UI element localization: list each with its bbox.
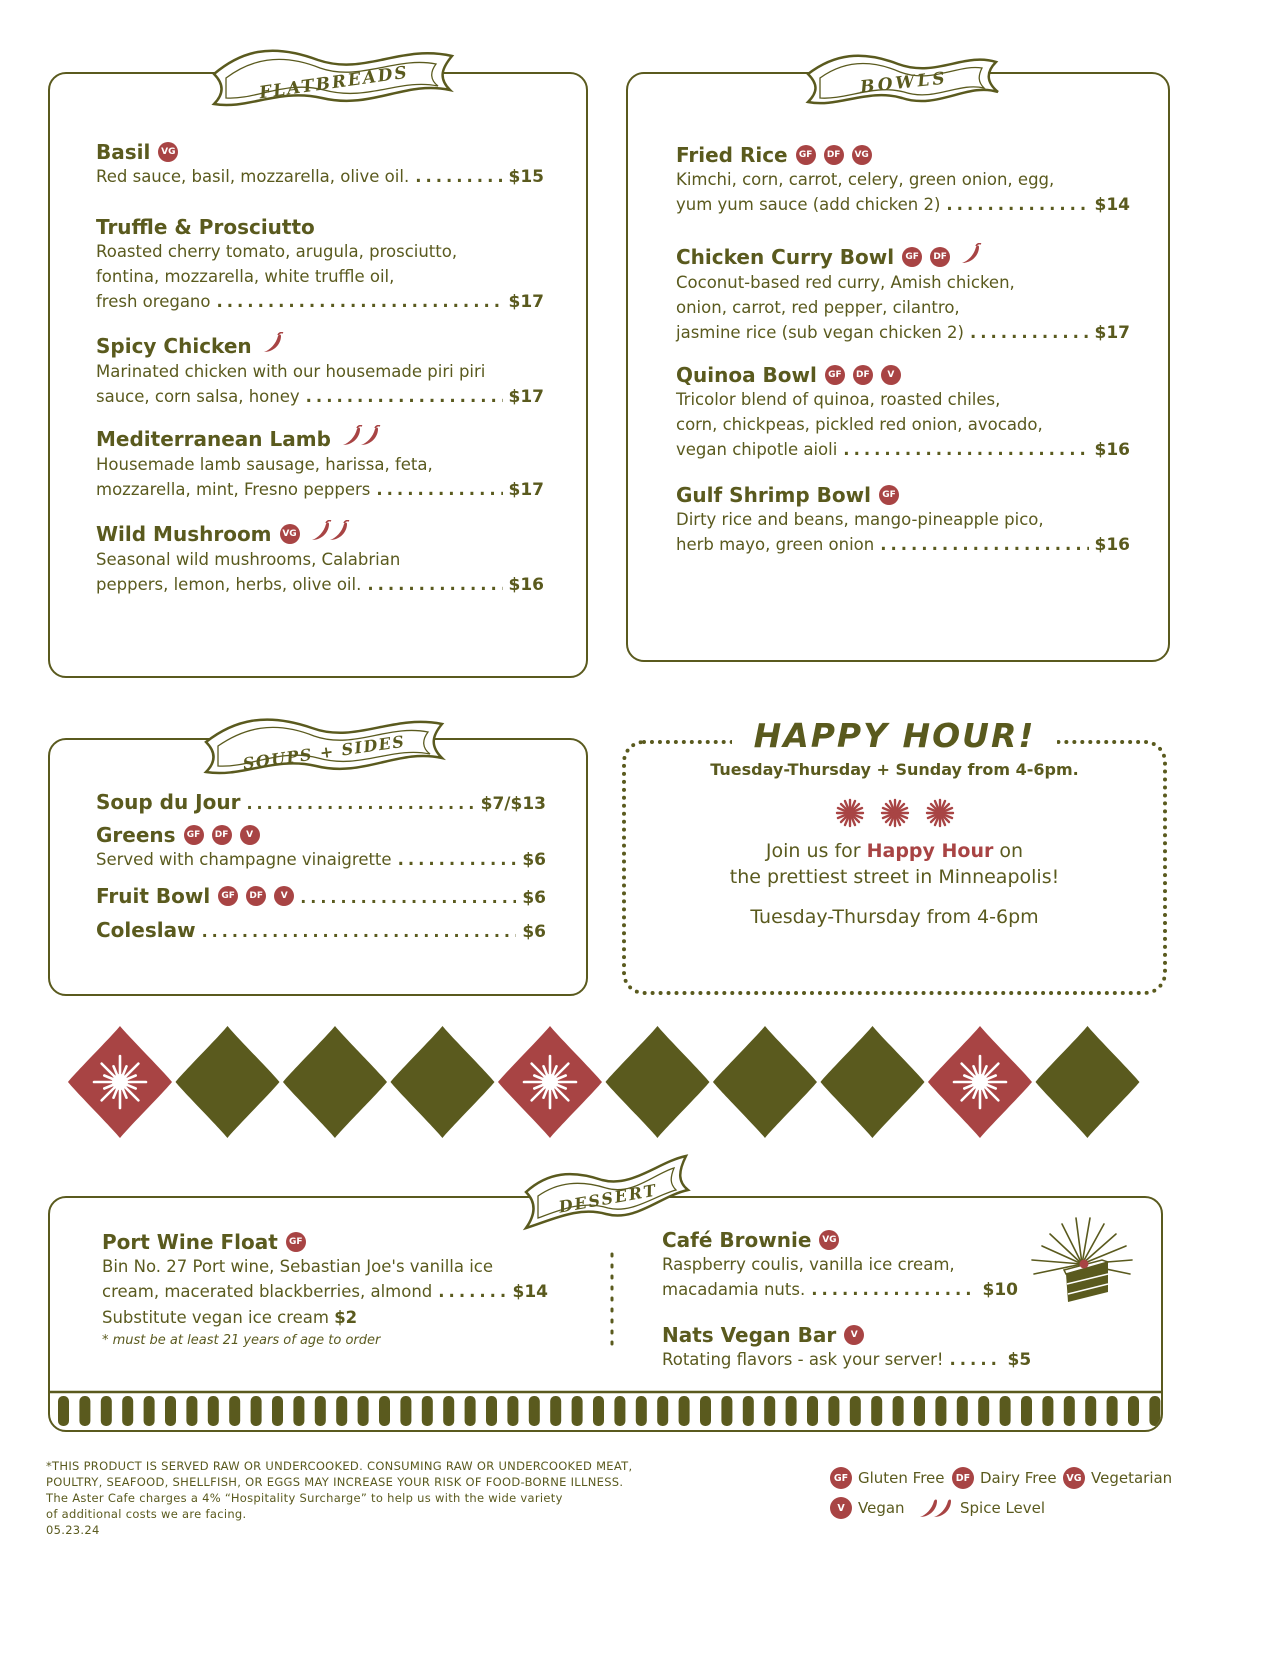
stripe-bar — [293, 1396, 304, 1426]
olive-diamond-tile — [176, 1026, 280, 1138]
item-price: $6 — [522, 922, 546, 942]
item-desc-line: Dirty rice and beans, mango-pineapple pico, — [676, 510, 1044, 529]
dairy-free-badge-icon: DF — [952, 1467, 974, 1489]
footnote-line: POULTRY, SEAFOOD, SHELLFISH, OR EGGS MAY INCREASE YOUR RISK OF FOOD-BORNE ILLNESS. — [46, 1475, 624, 1489]
item-desc-line: mozzarella, mint, Fresno peppers — [96, 480, 371, 499]
age-note: * must be at least 21 years of age to order — [102, 1333, 381, 1348]
menu-item — [96, 918, 546, 942]
leader-dots — [970, 320, 1089, 345]
item-desc-line: Seasonal wild mushrooms, Calabrian — [96, 550, 401, 569]
item-desc-line: Tricolor blend of quinoa, roasted chiles, — [676, 390, 1001, 409]
stripe-bar — [58, 1396, 69, 1426]
gluten-free-badge-icon: GF — [902, 247, 922, 267]
stripe-bar — [144, 1396, 155, 1426]
item-name — [676, 483, 1130, 507]
item-name-text: Quinoa Bowl — [676, 363, 817, 387]
item-price: $14 — [1094, 195, 1130, 215]
item-price: $17 — [508, 480, 544, 500]
leader-dots — [438, 1279, 506, 1304]
item-desc-line: yum yum sauce (add chicken 2) — [676, 195, 941, 214]
item-price: $7/$13 — [480, 794, 546, 814]
footnote-line: The Aster Cafe charges a 4% “Hospitality Surcharge” to help us with the wide variety — [46, 1491, 563, 1505]
stripe-bar — [165, 1396, 176, 1426]
stripe-bar — [572, 1396, 583, 1426]
happy-hour-hours: Tuesday-Thursday from 4-6pm — [750, 906, 1039, 928]
happy-hour-line2: the prettiest street in Minneapolis! — [729, 866, 1060, 888]
olive-diamond-tile — [283, 1026, 387, 1138]
flatbreads-banner — [200, 38, 462, 120]
item-price: $10 — [982, 1280, 1018, 1300]
stripe-bar — [1085, 1396, 1096, 1426]
dairy-free-badge-icon: DF — [246, 886, 266, 906]
menu-item — [96, 790, 546, 814]
olive-diamond-tile — [1036, 1026, 1140, 1138]
footnote-line: of additional costs we are facing. — [46, 1507, 247, 1521]
item-desc-row — [96, 384, 544, 410]
legend-gluten-free — [830, 1467, 945, 1489]
allergy-footnote — [46, 1458, 632, 1538]
gluten-free-badge-icon: GF — [218, 886, 238, 906]
menu-item — [96, 215, 544, 315]
gluten-free-badge-icon: GF — [286, 1232, 306, 1252]
menu-item — [676, 143, 1130, 218]
item-row — [96, 790, 546, 814]
dessert-item-port-wine-float — [102, 1230, 548, 1352]
stripe-bar — [1042, 1396, 1053, 1426]
stripe-bar — [871, 1396, 882, 1426]
item-price: $17 — [508, 292, 544, 312]
stripe-bar — [486, 1396, 497, 1426]
stripe-bar — [465, 1396, 476, 1426]
stripe-bar — [679, 1396, 690, 1426]
item-desc-line: corn, chickpeas, pickled red onion, avocado, — [676, 415, 1043, 434]
leader-dots — [306, 384, 503, 409]
stripe-bar — [272, 1396, 283, 1426]
stripe-bar — [1064, 1396, 1075, 1426]
legend-spice-level — [918, 1497, 1045, 1519]
item-name — [676, 143, 1130, 167]
vegetarian-badge-icon: VG — [852, 145, 872, 165]
stripe-bar — [957, 1396, 968, 1426]
item-price: $5 — [1007, 1350, 1032, 1370]
item-desc-line: Roasted cherry tomato, arugula, prosciutto, — [96, 242, 458, 261]
item-name-text: Basil — [96, 140, 151, 164]
stripe-bar — [550, 1396, 561, 1426]
item-name — [102, 1230, 548, 1254]
dairy-free-badge-icon: DF — [853, 365, 873, 385]
item-name — [96, 140, 544, 164]
legend-label: Gluten Free — [858, 1469, 945, 1487]
vegan-badge-icon: V — [274, 886, 294, 906]
leader-dots — [843, 437, 1088, 462]
stripe-bar — [850, 1396, 861, 1426]
legend-label: Vegetarian — [1091, 1469, 1173, 1487]
item-name-text: Greens — [96, 823, 176, 847]
starburst-icon — [954, 1056, 1006, 1108]
leader-dots — [217, 289, 503, 314]
item-price: $6 — [522, 888, 546, 908]
leader-dots — [946, 192, 1088, 217]
item-desc-line: Coconut-based red curry, Amish chicken, — [676, 273, 1015, 292]
stripe-bar — [914, 1396, 925, 1426]
menu-item — [676, 243, 1130, 346]
stripe-bar — [1021, 1396, 1032, 1426]
chili-pepper-icon — [359, 425, 381, 452]
stripe-bar — [743, 1396, 754, 1426]
stripe-bar — [358, 1396, 369, 1426]
stripe-bar — [186, 1396, 197, 1426]
item-name-text: Wild Mushroom — [96, 521, 272, 546]
item-name — [96, 332, 544, 359]
chili-pepper-icon — [328, 520, 350, 547]
item-desc-line: fontina, mozzarella, white truffle oil, — [96, 267, 395, 286]
menu-item — [96, 823, 546, 873]
stripe-bar — [657, 1396, 668, 1426]
happy-hour-title: HAPPY HOUR! — [732, 716, 1058, 755]
stripe-bar — [593, 1396, 604, 1426]
happy-hour-subtitle: Tuesday-Thursday + Sunday from 4-6pm. — [710, 760, 1079, 779]
soups-title: SOUPS + SIDES — [241, 731, 407, 774]
dessert-title: DESSERT — [557, 1180, 659, 1217]
legend-label: Vegan — [858, 1499, 905, 1517]
stripe-bar — [208, 1396, 219, 1426]
item-name-text: Gulf Shrimp Bowl — [676, 483, 871, 507]
leader-dots — [398, 847, 517, 872]
stripe-bar — [1107, 1396, 1118, 1426]
item-desc-line: Kimchi, corn, carrot, celery, green onion, egg, — [676, 170, 1055, 189]
item-desc-row — [96, 477, 544, 503]
stripe-bar — [828, 1396, 839, 1426]
item-name-text: Café Brownie — [662, 1228, 812, 1252]
gluten-free-badge-icon: GF — [830, 1467, 852, 1489]
item-desc-line: Bin No. 27 Port wine, Sebastian Joe's vanilla ice — [102, 1257, 494, 1276]
item-desc-line: Rotating flavors - ask your server! — [662, 1350, 944, 1369]
leader-dots — [880, 532, 1088, 557]
item-name — [662, 1228, 1018, 1252]
stripe-bar — [315, 1396, 326, 1426]
gluten-free-badge-icon: GF — [825, 365, 845, 385]
item-desc-row — [676, 437, 1130, 463]
stripe-bar — [251, 1396, 262, 1426]
item-name — [96, 790, 240, 814]
stripe-bar — [1000, 1396, 1011, 1426]
leader-dots — [811, 1277, 976, 1302]
stripe-bar — [336, 1396, 347, 1426]
item-desc-row — [96, 847, 546, 873]
bowls-banner — [798, 46, 1004, 118]
stripe-bar — [786, 1396, 797, 1426]
stripe-bar — [229, 1396, 240, 1426]
menu-item — [96, 884, 546, 908]
vegan-badge-icon: V — [881, 365, 901, 385]
menu-item — [96, 425, 544, 503]
cake-slice-icon — [1020, 1212, 1150, 1312]
stripe-bar — [807, 1396, 818, 1426]
dairy-free-badge-icon: DF — [930, 247, 950, 267]
happy-hour-line1-post: on — [993, 840, 1024, 862]
stripe-bar — [893, 1396, 904, 1426]
item-name — [662, 1323, 1018, 1347]
stripe-bar — [636, 1396, 647, 1426]
item-desc-line: Housemade lamb sausage, harissa, feta, — [96, 455, 433, 474]
vegetarian-badge-icon: VG — [158, 142, 178, 162]
item-desc-row — [676, 320, 1130, 346]
vegan-badge-icon: V — [830, 1497, 852, 1519]
stripe-bar — [122, 1396, 133, 1426]
substitution-price: $2 — [334, 1308, 358, 1327]
stripe-bar — [1149, 1396, 1160, 1426]
chili-pepper-icon — [262, 332, 284, 359]
item-price: $15 — [508, 167, 544, 187]
item-name — [96, 425, 544, 452]
dessert-banner — [518, 1150, 694, 1234]
item-name-text: Fried Rice — [676, 143, 788, 167]
item-name — [96, 215, 544, 239]
olive-diamond-tile — [606, 1026, 710, 1138]
chili-pepper-icon — [960, 243, 982, 270]
item-desc-line: sauce, corn salsa, honey — [96, 387, 300, 406]
item-desc-line: herb mayo, green onion — [676, 535, 875, 554]
item-name-text: Mediterranean Lamb — [96, 426, 331, 451]
stripe-bar — [507, 1396, 518, 1426]
item-row — [96, 918, 546, 942]
diamond-pattern-band — [64, 1022, 1144, 1142]
olive-diamond-tile — [713, 1026, 817, 1138]
vegan-badge-icon: V — [844, 1325, 864, 1345]
dotted-divider — [608, 1252, 616, 1348]
starburst-icon — [524, 1056, 576, 1108]
vegan-badge-icon: V — [240, 825, 260, 845]
leader-dots — [415, 164, 502, 189]
bowls-title: BOWLS — [859, 68, 949, 98]
stripe-bar — [79, 1396, 90, 1426]
starburst-icons — [626, 796, 1163, 834]
vegetarian-badge-icon: VG — [819, 1230, 839, 1250]
gluten-free-badge-icon: GF — [879, 485, 899, 505]
item-desc-line: Red sauce, basil, mozzarella, olive oil. — [96, 167, 410, 186]
menu-item — [676, 363, 1130, 463]
dessert-item-cafe-brownie — [662, 1228, 1018, 1303]
item-desc-line: Marinated chicken with our housemade piri piri — [96, 362, 486, 381]
item-price: $16 — [508, 575, 544, 595]
starburst-icon — [94, 1056, 146, 1108]
item-desc-line: Served with champagne vinaigrette — [96, 850, 392, 869]
stripe-bar — [721, 1396, 732, 1426]
happy-hour-panel — [622, 716, 1167, 995]
dairy-free-badge-icon: DF — [824, 145, 844, 165]
stripe-bar — [1128, 1396, 1139, 1426]
leader-dots — [376, 477, 502, 502]
happy-hour-highlight: Happy Hour — [866, 840, 994, 862]
item-name — [96, 884, 294, 908]
happy-hour-line1-pre: Join us for — [765, 840, 867, 862]
item-name-text: Coleslaw — [96, 918, 196, 942]
olive-diamond-tile — [391, 1026, 495, 1138]
item-desc-line: peppers, lemon, herbs, olive oil. — [96, 575, 362, 594]
leader-dots — [367, 572, 502, 597]
item-price: $16 — [1094, 535, 1130, 555]
legend-label: Dairy Free — [980, 1469, 1057, 1487]
item-desc-line: fresh oregano — [96, 292, 211, 311]
item-price: $6 — [522, 850, 546, 870]
stripe-bar — [614, 1396, 625, 1426]
stripe-bar — [935, 1396, 946, 1426]
happy-hour-message — [626, 838, 1163, 890]
item-name — [676, 363, 1130, 387]
soups-banner — [194, 708, 450, 788]
menu-item — [96, 520, 544, 598]
stripe-bar — [379, 1396, 390, 1426]
item-name-text: Fruit Bowl — [96, 884, 211, 908]
gluten-free-badge-icon: GF — [184, 825, 204, 845]
leader-dots — [202, 922, 517, 941]
flatbreads-title: FLATBREADS — [258, 62, 410, 104]
olive-diamond-tile — [821, 1026, 925, 1138]
menu-item — [676, 483, 1130, 558]
stripe-bar — [764, 1396, 775, 1426]
gluten-free-badge-icon: GF — [796, 145, 816, 165]
item-desc-row — [96, 164, 544, 190]
stripe-bar — [443, 1396, 454, 1426]
item-desc-line: Raspberry coulis, vanilla ice cream, — [662, 1255, 955, 1274]
item-name — [676, 243, 1130, 270]
item-name — [96, 520, 544, 547]
vegetarian-badge-icon: VG — [1063, 1467, 1085, 1489]
stripe-bar — [422, 1396, 433, 1426]
footnote-date: 05.23.24 — [46, 1523, 100, 1537]
legend-vegetarian — [1063, 1467, 1172, 1489]
item-price: $17 — [508, 387, 544, 407]
chili-pepper-icon — [918, 1497, 954, 1519]
menu-item — [96, 140, 544, 190]
dessert-item-nats-vegan-bar — [662, 1323, 1032, 1373]
menu-item — [96, 332, 544, 410]
item-name-text: Spicy Chicken — [96, 333, 252, 358]
item-price: $16 — [1094, 440, 1130, 460]
vegetarian-badge-icon: VG — [280, 524, 300, 544]
legend-label: Spice Level — [960, 1499, 1046, 1517]
item-name-text: Truffle & Prosciutto — [96, 215, 315, 239]
dairy-free-badge-icon: DF — [212, 825, 232, 845]
stripe-bar — [700, 1396, 711, 1426]
item-name — [96, 823, 546, 847]
item-price: $14 — [512, 1282, 548, 1302]
item-name-text: Soup du Jour — [96, 790, 241, 814]
item-desc-row — [96, 289, 544, 315]
item-name-text: Port Wine Float — [102, 1230, 278, 1254]
item-desc-line: cream, macerated blackberries, almond — [102, 1282, 433, 1301]
footnote-line: *THIS PRODUCT IS SERVED RAW OR UNDERCOOKED. CONSUMING RAW OR UNDERCOOKED MEAT, — [46, 1459, 633, 1473]
leader-dots — [300, 888, 516, 907]
item-name-text: Nats Vegan Bar — [662, 1323, 837, 1347]
leader-dots — [950, 1347, 1002, 1372]
legend-dairy-free — [952, 1467, 1057, 1489]
striped-border — [50, 1390, 1163, 1430]
item-desc-line: vegan chipotle aioli — [676, 440, 838, 459]
item-desc-row — [676, 192, 1130, 218]
stripe-bar — [978, 1396, 989, 1426]
item-desc-line: jasmine rice (sub vegan chicken 2) — [676, 323, 964, 342]
legend-vegan — [830, 1497, 905, 1519]
leader-dots — [246, 794, 474, 813]
stripe-bar — [101, 1396, 112, 1426]
stripe-bar — [529, 1396, 540, 1426]
item-desc-row — [96, 572, 544, 598]
item-desc-row — [676, 532, 1130, 558]
stripe-bar — [400, 1396, 411, 1426]
item-row — [96, 884, 546, 908]
substitution-text: Substitute vegan ice cream — [102, 1308, 329, 1327]
item-desc-line: onion, carrot, red pepper, cilantro, — [676, 298, 960, 317]
item-desc-line: macadamia nuts. — [662, 1280, 806, 1299]
item-name — [96, 918, 196, 942]
item-price: $17 — [1094, 323, 1130, 343]
item-name-text: Chicken Curry Bowl — [676, 244, 895, 269]
